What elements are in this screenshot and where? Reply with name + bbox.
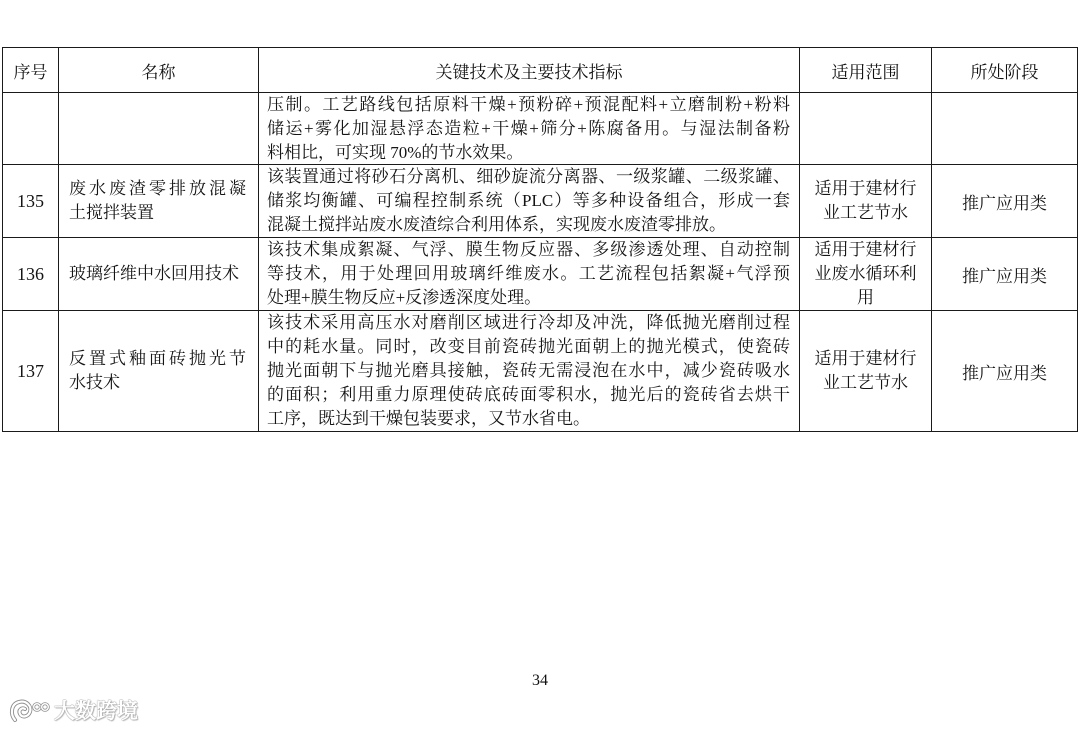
header-scope <box>800 48 932 93</box>
page-number: 34 <box>532 672 548 689</box>
name-line: 废水废渣零排放混凝 <box>69 179 246 198</box>
cell-technology <box>259 165 800 238</box>
cell-serial-number <box>3 93 59 165</box>
cell-name <box>59 311 259 432</box>
text-line: 料相比，可实现 70%的节水效果。 <box>267 142 524 162</box>
watermark <box>8 697 138 725</box>
scope-line: 适用于建材行 <box>814 240 917 259</box>
header-label: 序号 <box>13 62 48 83</box>
text-line: 抛光面朝下与抛光磨具接触，瓷砖无需浸泡在水中，减少瓷砖吸水 <box>267 361 790 380</box>
cell-scope <box>800 93 932 165</box>
watermark-text: 大数跨境 <box>54 699 138 723</box>
cell-technology <box>259 311 800 432</box>
scope-line: 业工艺节水 <box>823 203 908 222</box>
text-line: 该技术集成絮凝、气浮、膜生物反应器、多级渗透处理、自动控制 <box>267 240 790 259</box>
cell-name <box>59 238 259 311</box>
cell-stage <box>932 93 1078 165</box>
header-stage <box>932 48 1078 93</box>
cell-technology <box>259 238 800 311</box>
text-line: 处理+膜生物反应+反渗透深度处理。 <box>267 288 542 307</box>
cell-name <box>59 93 259 165</box>
scope-line: 适用于建材行 <box>814 349 917 368</box>
scope-line: 业工艺节水 <box>823 373 908 392</box>
scope-line: 适用于建材行 <box>814 179 917 198</box>
header-label: 关键技术及主要技术指标 <box>435 62 623 83</box>
cell-name <box>59 165 259 238</box>
name-line: 水技术 <box>69 373 120 392</box>
cell-scope <box>800 311 932 432</box>
text-line: 该装置通过将砂石分离机、细砂旋流分离器、一级浆罐、二级浆罐、 <box>267 167 790 186</box>
cell-serial-number <box>3 238 59 311</box>
watermark-logo-icon <box>8 698 50 724</box>
text-line: 压制。工艺路线包括原料干燥+预粉碎+预混配料+立磨制粉+粉料 <box>267 94 790 114</box>
serial-number: 136 <box>17 263 44 284</box>
technology-table <box>2 47 1078 432</box>
scope-line: 业废水循环利 <box>814 264 917 283</box>
header-label: 名称 <box>141 62 176 83</box>
text-line: 中的耗水量。同时，改变目前瓷砖抛光面朝上的抛光模式，使瓷砖 <box>267 337 790 356</box>
scope-line: 用 <box>857 288 874 307</box>
cell-stage <box>932 165 1078 238</box>
serial-number: 135 <box>17 190 44 211</box>
name-line: 玻璃纤维中水回用技术 <box>69 264 239 283</box>
cell-stage <box>932 238 1078 311</box>
name-line: 反置式釉面砖抛光节 <box>69 349 246 368</box>
text-line: 工序，既达到干燥包装要求，又节水省电。 <box>267 409 590 428</box>
text-line: 的面积；利用重力原理使砖底砖面零积水，抛光后的瓷砖省去烘干 <box>267 385 790 404</box>
name-line: 土搅拌装置 <box>69 203 154 222</box>
cell-stage <box>932 311 1078 432</box>
cell-scope <box>800 165 932 238</box>
cell-serial-number <box>3 311 59 432</box>
header-key-technology <box>259 48 800 93</box>
text-line: 混凝土搅拌站废水废渣综合利用体系，实现废水废渣零排放。 <box>267 215 726 234</box>
cell-technology <box>259 93 800 165</box>
text-line: 该技术采用高压水对磨削区域进行冷却及冲洗，降低抛光磨削过程 <box>267 313 790 332</box>
stage-label: 推广应用类 <box>962 363 1047 383</box>
stage-label: 推广应用类 <box>962 193 1047 213</box>
header-serial-number <box>3 48 59 93</box>
cell-serial-number <box>3 165 59 238</box>
text-line: 等技术，用于处理回用玻璃纤维废水。工艺流程包括絮凝+气浮预 <box>267 264 790 283</box>
text-line: 储浆均衡罐、可编程控制系统（PLC）等多种设备组合，形成一套 <box>267 191 790 210</box>
cell-scope <box>800 238 932 311</box>
header-label: 适用范围 <box>831 62 900 83</box>
header-label: 所处阶段 <box>970 62 1039 83</box>
serial-number: 137 <box>17 360 44 381</box>
stage-label: 推广应用类 <box>962 266 1047 286</box>
header-name <box>59 48 259 93</box>
text-line: 储运+雾化加湿悬浮态造粒+干燥+筛分+陈腐备用。与湿法制备粉 <box>267 118 790 138</box>
